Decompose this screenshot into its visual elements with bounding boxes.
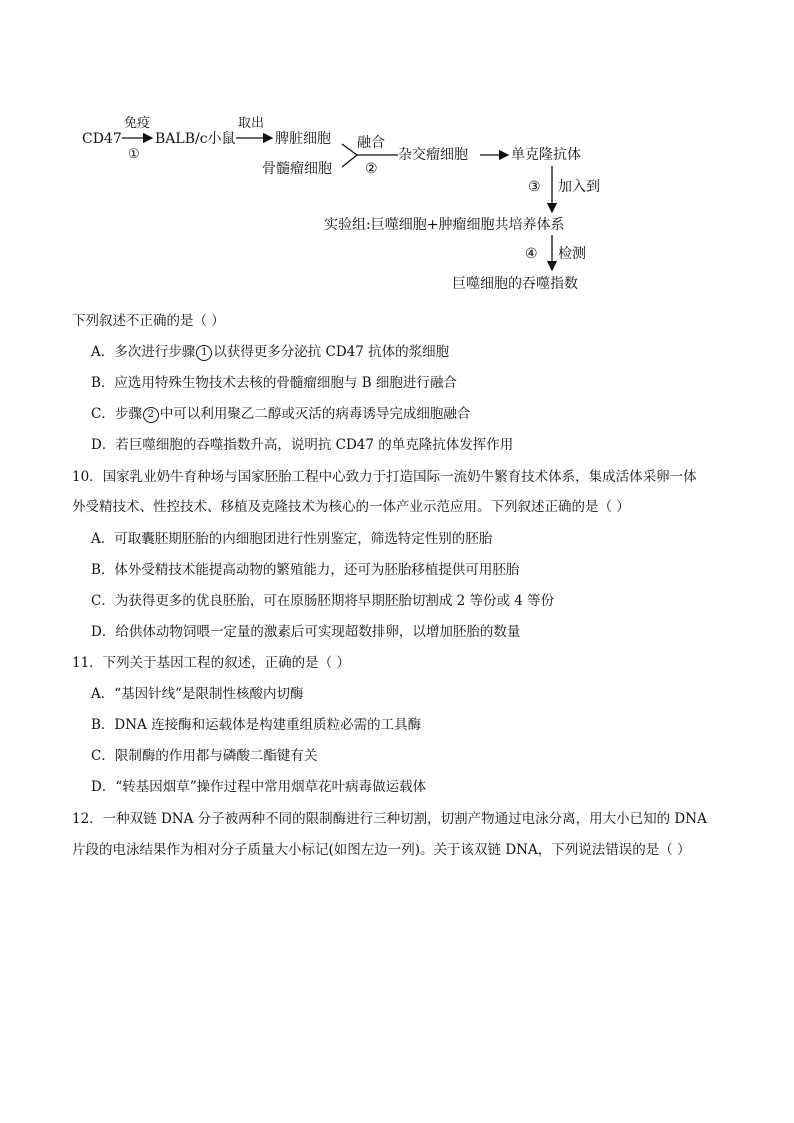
circled-number-icon: 1 [196,345,212,361]
q9-option-c: C．步骤 2 中可以利用聚乙二醇或灭活的病毒诱导完成细胞融合 [91,406,471,422]
step4-label: ④ [525,246,538,262]
merge-bracket [342,144,357,167]
flow-diagram [0,0,794,300]
q11-option-a: A．“基因针线”是限制性核酸内切酶 [91,686,304,702]
q9-stem: 下列叙述不正确的是（ ） [72,313,225,329]
immune-label: 免疫 [124,116,151,131]
hybrid-label: 杂交瘤细胞 [398,147,468,163]
q12-stem-line1: 12．一种双链 DNA 分子被两种不同的限制酶进行三种切割，切割产物通过电泳分离，用大小已知的 DNA [72,811,707,827]
q10-option-b: B．体外受精技术能提高动物的繁殖能力，还可为胚胎移植提供可用胚胎 [91,562,520,578]
addto-label: 加入到 [558,179,600,195]
myeloma-label: 骨髓瘤细胞 [262,161,332,177]
q10-option-c: C．为获得更多的优良胚胎，可在原肠胚期将早期胚胎切割成 2 等份或 4 等份 [91,593,555,609]
q10-stem-line1: 10．国家乳业奶牛育种场与国家胚胎工程中心致力于打造国际一流奶牛繁育技术体系，集成活体采卵一体 [72,469,697,485]
q11-option-d: D．“转基因烟草”操作过程中常用烟草花叶病毒做运载体 [91,779,427,795]
cd47-label: CD47 [82,131,122,147]
mab-label: 单克隆抗体 [511,147,581,163]
mouse-label: BALB/c小鼠 [155,131,236,147]
circled-number-icon: 2 [143,407,159,423]
q9-option-d: D．若巨噬细胞的吞噬指数升高，说明抗 CD47 的单克隆抗体发挥作用 [91,437,514,453]
q11-option-c: C．限制酶的作用都与磷酸二酯键有关 [91,748,318,764]
fuse-label: 融合 [357,135,385,151]
q9-option-a: A．多次进行步骤 1 以获得更多分泌抗 CD47 抗体的浆细胞 [91,344,450,360]
q9-option-b: B．应选用特殊生物技术去核的骨髓瘤细胞与 B 细胞进行融合 [91,375,457,391]
step2-label: ② [365,161,378,177]
spleen-label: 脾脏细胞 [275,131,331,147]
q11-option-b: B．DNA 连接酶和运载体是构建重组质粒必需的工具酶 [91,717,422,733]
q10-stem-line2: 外受精技术、性控技术、移植及克隆技术为核心的一体产业示范应用。下列叙述正确的是（ ） [72,499,630,515]
q12-stem-line2: 片段的电泳结果作为相对分子质量大小标记(如图左边一列)。关于该双链 DNA，下列说法错误的是（ ） [72,842,691,858]
q10-option-d: D．给供体动物饲喂一定量的激素后可实现超数排卵，以增加胚胎的数量 [91,624,521,640]
step3-label: ③ [528,179,541,195]
q11-stem: 11．下列关于基因工程的叙述，正确的是（ ） [72,655,350,671]
diagram-arrows [0,0,794,300]
detect-label: 检测 [558,246,586,262]
experiment-label: 实验组:巨噬细胞+肿瘤细胞共培养体系 [324,217,565,233]
step1-label: ① [128,147,140,162]
index-label: 巨噬细胞的吞噬指数 [452,276,578,292]
take-label: 取出 [238,116,265,131]
q10-option-a: A．可取囊胚期胚胎的内细胞团进行性别鉴定，筛选特定性别的胚胎 [91,531,493,547]
